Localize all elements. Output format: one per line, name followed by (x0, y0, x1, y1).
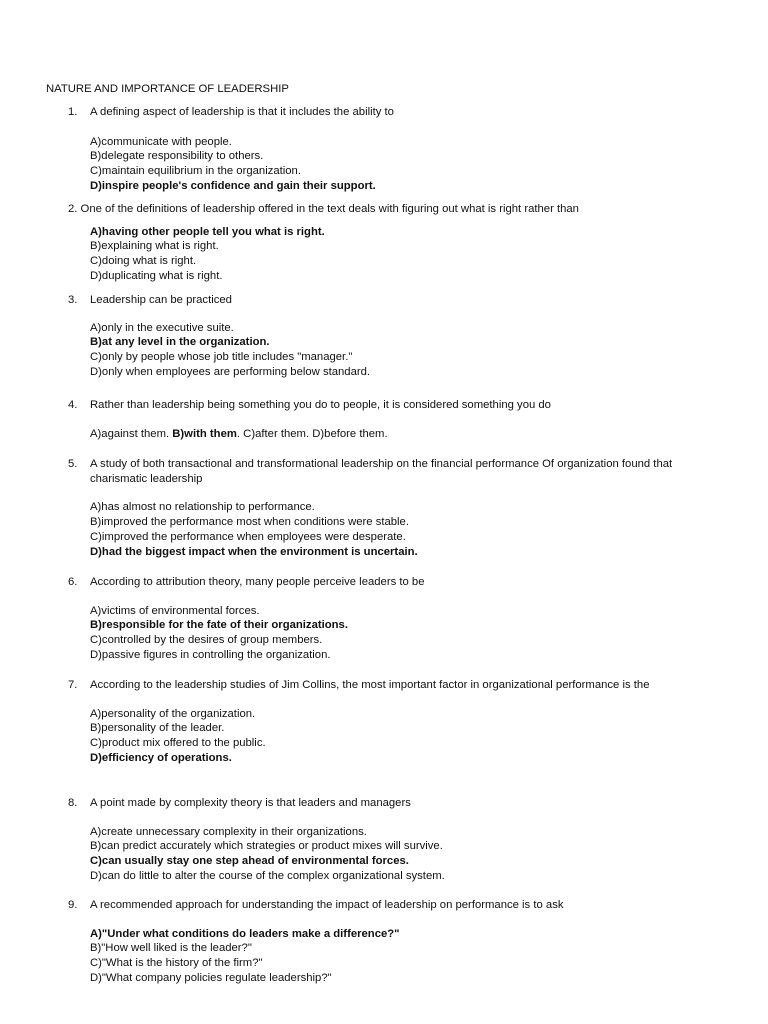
answer-options (90, 321, 730, 380)
question-stem (0, 678, 768, 693)
question-stem (0, 457, 768, 486)
answer-option: D)only when employees are performing below standard. (90, 365, 371, 378)
question-text: 2. One of the definitions of leadership offered in the text deals with figuring out what is right rather than (68, 203, 579, 215)
question-text: A recommended approach for understanding the impact of leadership on performance is to ask (90, 899, 564, 911)
question-number: 6. (68, 576, 78, 588)
question-stem (0, 105, 768, 120)
answer-option: A)only in the executive suite. (90, 321, 234, 334)
question-text: According to attribution theory, many people perceive leaders to be (90, 576, 425, 588)
question-number: 9. (68, 899, 78, 911)
question-9 (0, 898, 768, 986)
question-8 (0, 796, 768, 884)
correct-answer-option: D)inspire people's confidence and gain their support. (90, 179, 376, 192)
answer-option: B)personality of the leader. (90, 722, 225, 735)
question-text: A defining aspect of leadership is that it includes the ability to (90, 106, 394, 118)
question-3 (0, 293, 768, 380)
answer-option: . C)after them. D)before them. (236, 427, 388, 440)
question-6 (0, 575, 768, 663)
answer-option: A)victims of environmental forces. (90, 604, 260, 617)
answer-options (90, 825, 730, 884)
question-text: Leadership can be practiced (90, 294, 232, 306)
document-title: NATURE AND IMPORTANCE OF LEADERSHIP (46, 83, 289, 95)
answer-option: C)"What is the history of the firm?" (90, 957, 263, 970)
answer-option: D)"What company policies regulate leadership?" (90, 971, 332, 984)
answer-options (90, 927, 730, 986)
answer-option: C)doing what is right. (90, 255, 197, 268)
question-4 (0, 398, 768, 441)
answer-option: A)against them. (90, 427, 173, 440)
question-number: 7. (68, 679, 78, 691)
answer-option: D)passive figures in controlling the organization. (90, 648, 331, 661)
correct-answer-option: C)can usually stay one step ahead of environmental forces. (90, 855, 409, 868)
correct-answer-option: A)having other people tell you what is right. (90, 225, 325, 238)
answer-option: D)duplicating what is right. (90, 269, 223, 282)
question-number: 1. (68, 106, 78, 118)
question-stem (0, 898, 768, 913)
question-number: 3. (68, 294, 78, 306)
question-stem (0, 575, 768, 590)
answer-options (90, 427, 730, 442)
answer-option: A)communicate with people. (90, 135, 232, 148)
answer-option: C)controlled by the desires of group members. (90, 634, 323, 647)
question-stem (0, 398, 768, 413)
answer-option: A)create unnecessary complexity in their organizations. (90, 825, 367, 838)
question-1 (0, 105, 768, 194)
correct-answer-option: B)with them (172, 427, 237, 440)
answer-option: B)can predict accurately which strategies or product mixes will survive. (90, 840, 443, 853)
answer-option: B)delegate responsibility to others. (90, 150, 264, 163)
question-stem (0, 796, 768, 811)
correct-answer-option: A)"Under what conditions do leaders make a difference?" (90, 927, 400, 940)
answer-options (90, 500, 730, 559)
answer-option: B)explaining what is right. (90, 240, 219, 253)
question-stem (0, 202, 768, 217)
answer-option: A)personality of the organization. (90, 707, 256, 720)
answer-options (90, 225, 730, 284)
question-text: Rather than leadership being something you do to people, it is considered something you do (90, 399, 551, 411)
question-number: 8. (68, 797, 78, 809)
answer-option: B)improved the performance most when conditions were stable. (90, 516, 409, 529)
answer-options (90, 135, 730, 194)
correct-answer-option: D)had the biggest impact when the environment is uncertain. (90, 545, 418, 558)
answer-option: C)maintain equilibrium in the organization. (90, 165, 301, 178)
question-2 (0, 202, 768, 284)
question-7 (0, 678, 768, 766)
answer-options (90, 604, 730, 663)
answer-options (90, 707, 730, 766)
answer-option: A)has almost no relationship to performance. (90, 501, 315, 514)
answer-option: B)"How well liked is the leader?" (90, 942, 252, 955)
question-stem (0, 293, 768, 308)
question-text: A point made by complexity theory is that leaders and managers (90, 797, 411, 809)
question-text: A study of both transactional and transformational leadership on the financial performance Of organization found that charismatic leadership (90, 458, 673, 485)
question-number: 4. (68, 399, 78, 411)
answer-option: C)product mix offered to the public. (90, 737, 266, 750)
answer-option: D)can do little to alter the course of the complex organizational system. (90, 869, 445, 882)
question-5 (0, 457, 768, 559)
correct-answer-option: B)at any level in the organization. (90, 336, 270, 349)
correct-answer-option: B)responsible for the fate of their organizations. (90, 619, 348, 632)
question-number: 5. (68, 458, 78, 470)
answer-option: C)only by people whose job title includes "manager." (90, 351, 353, 364)
answer-option: C)improved the performance when employees were desperate. (90, 530, 406, 543)
question-text: According to the leadership studies of Jim Collins, the most important factor in organizational performance is the (90, 679, 650, 691)
correct-answer-option: D)efficiency of operations. (90, 751, 232, 764)
